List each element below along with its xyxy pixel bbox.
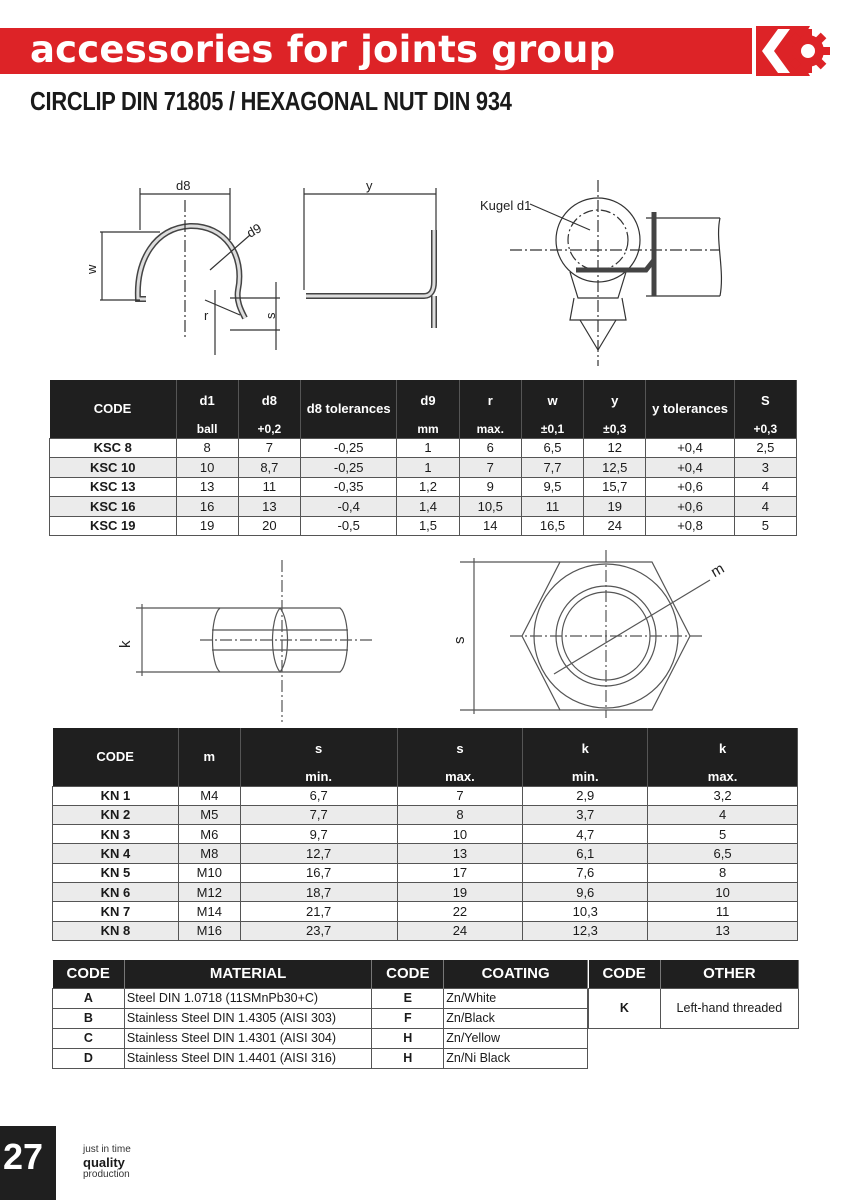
sub-w: ±0,1	[521, 420, 583, 438]
value-cell: 19	[176, 516, 238, 536]
legend-code: D	[53, 1048, 125, 1068]
value-cell: 10	[176, 458, 238, 478]
value-cell: 7,6	[523, 863, 648, 882]
code-cell: KN 4	[53, 844, 179, 863]
value-cell: 6,7	[240, 786, 397, 805]
value-cell: 2,5	[734, 438, 796, 458]
s-label: s	[263, 312, 278, 319]
code-cell: KN 7	[53, 902, 179, 921]
code-cell: KSC 10	[50, 458, 177, 478]
value-cell: 24	[397, 921, 523, 940]
legend-row	[53, 1048, 588, 1068]
value-cell: 8	[648, 863, 798, 882]
value-cell: 7	[459, 458, 521, 478]
legend-value: Steel DIN 1.0718 (11SMnPb30+C)	[124, 988, 371, 1008]
code-cell: KSC 16	[50, 497, 177, 517]
tagline-1: just in time	[83, 1144, 131, 1155]
col-d1: d1	[176, 380, 238, 420]
legend-value: Stainless Steel DIN 1.4305 (AISI 303)	[124, 1008, 371, 1028]
value-cell: +0,6	[646, 477, 734, 497]
col-code: CODE	[53, 728, 179, 786]
value-cell: 2,9	[523, 786, 648, 805]
table-row	[53, 805, 798, 824]
legend-code: B	[53, 1008, 125, 1028]
col-s-max: s	[397, 728, 523, 768]
col-d9: d9	[397, 380, 459, 420]
other-code: K	[589, 988, 661, 1028]
value-cell: -0,25	[301, 438, 397, 458]
s-nut-label: s	[451, 636, 468, 644]
value-cell: 14	[459, 516, 521, 536]
sub-s-max: max.	[397, 768, 523, 786]
value-cell: 1	[397, 458, 459, 478]
value-cell: 12,3	[523, 921, 648, 940]
value-cell: 7	[238, 438, 300, 458]
value-cell: 1	[397, 438, 459, 458]
col-y-tol: y tolerances	[646, 380, 734, 438]
value-cell: +0,4	[646, 438, 734, 458]
legend-value: Zn/White	[444, 988, 588, 1008]
value-cell: M8	[178, 844, 240, 863]
code-cell: KN 5	[53, 863, 179, 882]
legend-row	[53, 1008, 588, 1028]
table-row	[50, 497, 797, 517]
table-row	[53, 844, 798, 863]
sub-d8: +0,2	[238, 420, 300, 438]
page-subtitle: CIRCLIP DIN 71805 / HEXAGONAL NUT DIN 934	[30, 86, 512, 116]
legend-value: Zn/Black	[444, 1008, 588, 1028]
col-s-min: s	[240, 728, 397, 768]
value-cell: +0,6	[646, 497, 734, 517]
material-coating-table	[52, 960, 588, 1069]
value-cell: 11	[648, 902, 798, 921]
code-cell: KN 3	[53, 825, 179, 844]
value-cell: 9	[459, 477, 521, 497]
nut-top-drawing	[440, 550, 750, 720]
value-cell: 18,7	[240, 882, 397, 901]
value-cell: 13	[176, 477, 238, 497]
sub-max: max.	[459, 420, 521, 438]
col-d8: d8	[238, 380, 300, 420]
value-cell: M16	[178, 921, 240, 940]
col-material-code: CODE	[53, 960, 125, 988]
value-cell: 5	[734, 516, 796, 536]
value-cell: 8	[397, 805, 523, 824]
legend-code: E	[372, 988, 444, 1008]
code-cell: KN 2	[53, 805, 179, 824]
legend-code: H	[372, 1028, 444, 1048]
value-cell: 21,7	[240, 902, 397, 921]
col-d8-tol: d8 tolerances	[301, 380, 397, 438]
legend-code: C	[53, 1028, 125, 1048]
value-cell: 11	[238, 477, 300, 497]
value-cell: 10	[648, 882, 798, 901]
table-row	[50, 516, 797, 536]
value-cell: -0,25	[301, 458, 397, 478]
value-cell: 6,5	[648, 844, 798, 863]
sub-s: +0,3	[734, 420, 796, 438]
sub-y: ±0,3	[584, 420, 646, 438]
value-cell: 10,3	[523, 902, 648, 921]
w-label: w	[84, 264, 99, 274]
col-s: S	[734, 380, 796, 420]
value-cell: 16	[176, 497, 238, 517]
value-cell: +0,4	[646, 458, 734, 478]
value-cell: 4	[734, 497, 796, 517]
legend-value: Zn/Yellow	[444, 1028, 588, 1048]
sub-mm: mm	[397, 420, 459, 438]
r-label: r	[204, 308, 209, 323]
value-cell: 15,7	[584, 477, 646, 497]
legend-code: F	[372, 1008, 444, 1028]
value-cell: 9,7	[240, 825, 397, 844]
value-cell: 7,7	[240, 805, 397, 824]
legend-value: Stainless Steel DIN 1.4401 (AISI 316)	[124, 1048, 371, 1068]
value-cell: M6	[178, 825, 240, 844]
value-cell: 13	[238, 497, 300, 517]
value-cell: 12,5	[584, 458, 646, 478]
table-row	[53, 921, 798, 940]
value-cell: 4	[648, 805, 798, 824]
value-cell: 6,5	[521, 438, 583, 458]
value-cell: 13	[648, 921, 798, 940]
value-cell: M12	[178, 882, 240, 901]
code-cell: KSC 19	[50, 516, 177, 536]
nut-table	[52, 728, 798, 941]
legend-code: A	[53, 988, 125, 1008]
col-other-code: CODE	[589, 960, 661, 988]
legend-value: Stainless Steel DIN 1.4301 (AISI 304)	[124, 1028, 371, 1048]
value-cell: 22	[397, 902, 523, 921]
brand-logo-icon	[756, 26, 834, 76]
legend-code: H	[372, 1048, 444, 1068]
col-y: y	[584, 380, 646, 420]
d8-label: d8	[176, 178, 191, 193]
page-number: 27	[3, 1136, 44, 1177]
value-cell: 23,7	[240, 921, 397, 940]
value-cell: 11	[521, 497, 583, 517]
value-cell: 3	[734, 458, 796, 478]
table-row	[53, 863, 798, 882]
table-row	[53, 786, 798, 805]
col-k-max: k	[648, 728, 798, 768]
value-cell: 4,7	[523, 825, 648, 844]
value-cell: 16,7	[240, 863, 397, 882]
col-code: CODE	[50, 380, 177, 438]
value-cell: -0,35	[301, 477, 397, 497]
value-cell: 1,4	[397, 497, 459, 517]
m-label: m	[708, 559, 728, 581]
value-cell: +0,8	[646, 516, 734, 536]
col-material: MATERIAL	[124, 960, 371, 988]
value-cell: 10,5	[459, 497, 521, 517]
value-cell: M5	[178, 805, 240, 824]
circlip-front-drawing	[80, 170, 290, 370]
col-k-min: k	[523, 728, 648, 768]
code-cell: KSC 8	[50, 438, 177, 458]
code-cell: KN 8	[53, 921, 179, 940]
value-cell: 6	[459, 438, 521, 458]
value-cell: 3,7	[523, 805, 648, 824]
value-cell: M14	[178, 902, 240, 921]
code-cell: KSC 13	[50, 477, 177, 497]
sub-ball: ball	[176, 420, 238, 438]
other-value: Left-hand threaded	[660, 988, 798, 1028]
k-label: k	[117, 640, 134, 648]
sub-k-min: min.	[523, 768, 648, 786]
value-cell: 19	[584, 497, 646, 517]
value-cell: 20	[238, 516, 300, 536]
table-row	[50, 477, 797, 497]
value-cell: 3,2	[648, 786, 798, 805]
other-table	[588, 960, 799, 1029]
value-cell: 6,1	[523, 844, 648, 863]
legend-value: Zn/Ni Black	[444, 1048, 588, 1068]
code-cell: KN 1	[53, 786, 179, 805]
value-cell: 5	[648, 825, 798, 844]
col-w: w	[521, 380, 583, 420]
value-cell: 8	[176, 438, 238, 458]
code-cell: KN 6	[53, 882, 179, 901]
table-row	[50, 458, 797, 478]
value-cell: 8,7	[238, 458, 300, 478]
value-cell: 12,7	[240, 844, 397, 863]
circlip-table	[49, 380, 797, 536]
value-cell: 9,5	[521, 477, 583, 497]
sub-k-max: max.	[648, 768, 798, 786]
d9-label: d9	[244, 220, 265, 241]
legend-row	[53, 1028, 588, 1048]
tagline-2: quality	[83, 1155, 125, 1170]
value-cell: 1,2	[397, 477, 459, 497]
circlip-assembly-drawing	[470, 180, 760, 370]
value-cell: 4	[734, 477, 796, 497]
value-cell: M4	[178, 786, 240, 805]
table-row	[50, 438, 797, 458]
value-cell: 7	[397, 786, 523, 805]
table-row	[53, 825, 798, 844]
value-cell: 13	[397, 844, 523, 863]
value-cell: 24	[584, 516, 646, 536]
col-other: OTHER	[660, 960, 798, 988]
circlip-side-drawing	[296, 170, 456, 340]
value-cell: 19	[397, 882, 523, 901]
kugel-label: Kugel d1	[480, 198, 532, 213]
col-coating-code: CODE	[372, 960, 444, 988]
sub-s-min: min.	[240, 768, 397, 786]
value-cell: 17	[397, 863, 523, 882]
table-row	[53, 882, 798, 901]
col-coating: COATING	[444, 960, 588, 988]
value-cell: 16,5	[521, 516, 583, 536]
value-cell: 10	[397, 825, 523, 844]
table-row	[53, 902, 798, 921]
page-title: accessories for joints group	[30, 28, 616, 71]
y-label: y	[366, 178, 373, 193]
value-cell: 7,7	[521, 458, 583, 478]
value-cell: 12	[584, 438, 646, 458]
value-cell: M10	[178, 863, 240, 882]
col-m: m	[178, 728, 240, 786]
nut-side-drawing	[110, 560, 390, 725]
tagline-3: production	[83, 1169, 130, 1180]
col-r: r	[459, 380, 521, 420]
value-cell: 1,5	[397, 516, 459, 536]
value-cell: -0,4	[301, 497, 397, 517]
legend-row	[53, 988, 588, 1008]
value-cell: 9,6	[523, 882, 648, 901]
value-cell: -0,5	[301, 516, 397, 536]
